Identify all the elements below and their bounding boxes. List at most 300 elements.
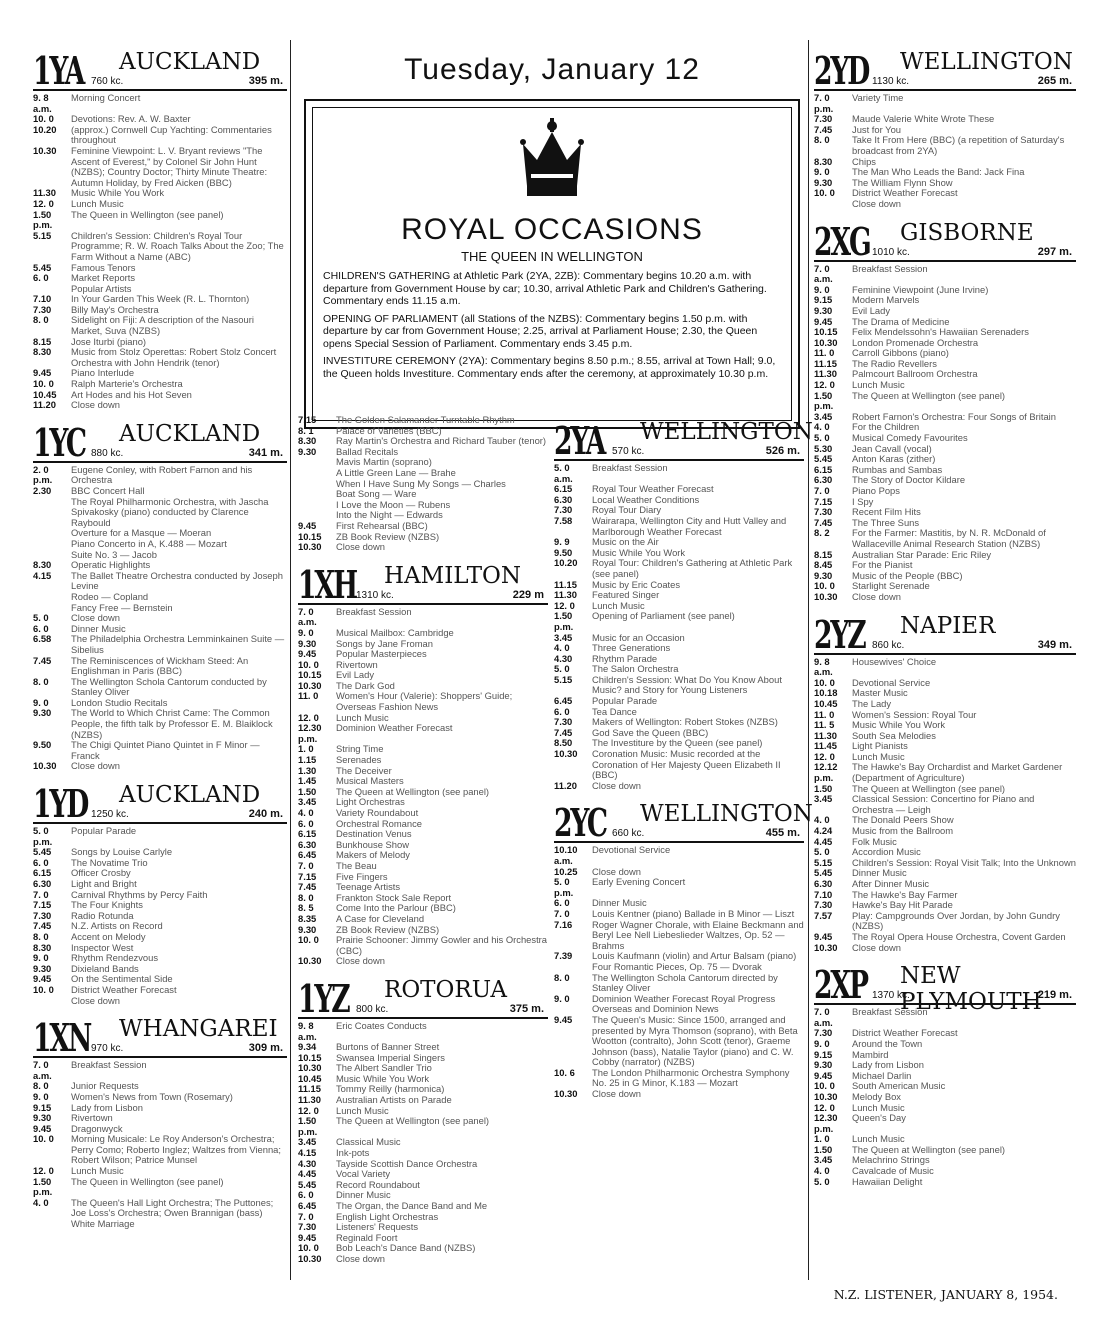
station-wavelength: 375 m. [509, 1002, 544, 1015]
programme-time: 10.30 [814, 941, 838, 953]
station-call-sign: 1YC [33, 419, 85, 465]
programme-title: Vocal Variety [336, 1168, 391, 1180]
programme-title: Robert Farnon's Orchestra: Four Songs of Britain [852, 410, 1056, 422]
right-column [814, 45, 1076, 1193]
programme-item [554, 463, 804, 484]
programme-time [33, 528, 67, 539]
programme-title: Melody Box [852, 1090, 901, 1102]
programme-title: Piano Concerto in A, K.488 — Mozart [71, 537, 227, 549]
programme-time: 12.30 p.m. [298, 722, 322, 744]
programme-time: 12. 0 [814, 750, 835, 762]
station-call-sign: 2YC [554, 800, 606, 846]
center-column [298, 45, 813, 1292]
station-city: WELLINGTON [640, 419, 813, 445]
station-frequency: 860 kc. [872, 639, 905, 651]
programme-list [33, 465, 287, 772]
programme-item [298, 956, 548, 967]
station-header [554, 797, 813, 846]
programme-item [33, 315, 287, 336]
programme-item [33, 634, 287, 655]
programme-item [554, 675, 804, 696]
programme-title: Melachrino Strings [852, 1154, 930, 1166]
station-frequency: 880 kc. [91, 447, 124, 459]
station-city: AUCKLAND [119, 49, 261, 75]
station-wavelength: 240 m. [248, 808, 283, 821]
programme-title: Musical Comedy Favourites [852, 432, 968, 444]
programme-title: Royal Tour Weather Forecast [592, 483, 714, 495]
programme-title: A Little Green Lane — Brahe [336, 466, 456, 478]
programme-time: 11.20 [554, 779, 577, 791]
programme-time: 9.30 [814, 569, 833, 581]
programme-title: Breakfast Session [592, 462, 668, 473]
programme-title: The Hawke's Bay Orchardist and Market Gardener (Department of Agriculture) [852, 761, 1063, 784]
programme-item [33, 932, 287, 943]
programme-title: The Albert Sandler Trio [336, 1062, 432, 1074]
programme-list [814, 264, 1076, 603]
programme-title: The Queen at Wellington (see panel) [336, 1115, 490, 1127]
programme-item [33, 761, 287, 772]
column-rule [808, 40, 809, 1280]
programme-item [298, 1116, 548, 1137]
programme-item [814, 264, 1076, 285]
programme-title: The Wellington Schola Cantorum directed by Stanley Oliver [592, 971, 778, 994]
programme-title: Lunch Music [336, 711, 389, 723]
royal-paragraph: OPENING OF PARLIAMENT (all Stations of the NZBS): Commentary begins 1.50 p.m. with departure by car from Government House; 2.25, arrival at Parliament House; 2.30, the Queen opens Special Session of Parliament. Commentary ends 3.45 p.m. [323, 312, 758, 350]
programme-title: Local Weather Conditions [592, 493, 700, 505]
station-wavelength: 455 m. [765, 827, 800, 840]
station-city: AUCKLAND [119, 782, 261, 809]
programme-title: Songs by Louise Carlyle [71, 846, 173, 858]
station-2yz [814, 609, 1076, 954]
programme-time: 10.30 [814, 336, 838, 348]
programme-time [33, 996, 67, 1007]
programme-time: 6.30 [814, 474, 833, 486]
programme-time [33, 497, 67, 529]
programme-title: The Reminiscences of Wickham Steed: An Englishman in Paris (BBC) [71, 654, 249, 677]
station-frequency: 660 kc. [612, 828, 645, 840]
programme-time: 7. 0 a.m. [814, 1006, 833, 1028]
programme-time: 12. 0 [814, 379, 835, 391]
programme-time [33, 539, 67, 550]
programme-title: The Royal Philharmonic Orchestra, with Jascha Spivakosky (piano) conducted by Clarence Raybould [71, 495, 269, 528]
programme-item [33, 146, 287, 188]
programme-item [554, 951, 804, 972]
programme-title: Famous Tenors [71, 261, 136, 273]
programme-time: 10.15 [298, 669, 322, 681]
programme-time: 7. 0 [554, 907, 570, 919]
programme-title: Close down [852, 197, 901, 209]
programme-time: 9.45 [33, 973, 52, 985]
programme-time: 8. 0 [33, 1080, 49, 1092]
programme-time: 7.15 [298, 414, 317, 425]
station-call-sign: 1YA [33, 48, 84, 93]
programme-time: 8. 0 [33, 314, 49, 326]
programme-time: 5. 0 [814, 432, 830, 444]
programme-title: Devotions: Rev. A. W. Baxter [71, 113, 191, 125]
royal-paragraph: CHILDREN'S GATHERING at Athletic Park (2YA, 2ZB): Commentary begins 10.20 a.m. with departure from Government House by car; 10.30, arrival Athletic Park and Children's Gathering. Commentary ends 11.15 a.m. [323, 270, 767, 307]
programme-item [33, 1092, 287, 1103]
programme-item [554, 749, 804, 781]
programme-title: South Sea Melodies [852, 729, 936, 741]
station-header [298, 973, 548, 1019]
programme-title: District Weather Forecast [71, 983, 177, 995]
programme-time: 7.45 [554, 726, 573, 738]
programme-title: Australian Artists on Parade [336, 1094, 452, 1106]
programme-item [814, 199, 1076, 210]
programme-time: 9. 0 [814, 166, 830, 178]
programme-item [33, 571, 287, 592]
programme-time [298, 479, 332, 490]
programme-time: 5.45 [814, 453, 833, 465]
programme-time: 8. 0 [554, 971, 570, 983]
programme-title: Piano Interlude [71, 367, 135, 379]
programme-title: The Donald Peers Show [852, 814, 954, 826]
programme-item [33, 996, 287, 1007]
programme-title: Palmcourt Ballroom Orchestra [852, 368, 978, 380]
programme-title: ZB Book Review (NZBS) [336, 923, 440, 935]
station-frequency: 970 kc. [91, 1043, 124, 1055]
programme-title: Wairarapa, Wellington City and Hutt Valley and Marlborough Weather Forecast [592, 514, 787, 537]
programme-title: Modern Marvels [852, 294, 920, 306]
programme-time: 4. 0 [554, 642, 570, 654]
programme-time: 10.15 [298, 530, 322, 542]
programme-title: Louis Kaufmann (violin) and Artur Balsam (piano) Four Romantic Pieces, Op. 75 — Dvorak [592, 950, 797, 972]
programme-time: 10.25 [554, 865, 578, 877]
programme-title: Around the Town [852, 1037, 923, 1049]
station-call-sign: 1XN [33, 1015, 91, 1061]
programme-title: Music While You Work [852, 719, 946, 731]
station-call-sign: 2YA [554, 418, 605, 463]
programme-time: 4. 0 [814, 421, 830, 433]
programme-time: 6. 0 [298, 1189, 314, 1201]
programme-title: Serenades [336, 754, 382, 766]
programme-time: 10.15 [298, 1051, 322, 1063]
programme-time: 10. 0 [33, 378, 54, 390]
programme-time: 10.30 [298, 679, 322, 691]
programme-time: 6.15 [814, 463, 833, 475]
station-1yz [298, 973, 548, 1265]
programme-time: 7.45 [814, 516, 833, 528]
programme-item [298, 468, 548, 479]
programme-time: 6.30 [814, 878, 833, 889]
programme-title: Hawaiian Delight [852, 1175, 923, 1187]
programme-time: 7.45 [33, 654, 52, 666]
programme-time: 1.50 p.m. [33, 208, 53, 231]
programme-time: 7. 0 [298, 859, 314, 871]
programme-item [33, 347, 287, 368]
programme-time: 6.30 [33, 878, 52, 889]
programme-title: Lunch Music [852, 750, 905, 762]
station-1ya [33, 45, 287, 411]
programme-title: Dinner Music [71, 622, 126, 634]
programme-title: Mavis Martin (soprano) [336, 456, 432, 468]
programme-item [33, 125, 287, 146]
programme-list [298, 607, 548, 967]
programme-title: Radio Rotunda [71, 909, 134, 921]
programme-title: The Hawke's Bay Farmer [852, 888, 958, 900]
programme-title: Lunch Music [71, 197, 124, 209]
programme-time: 6.15 [33, 867, 52, 879]
programme-time: 9.30 [298, 637, 317, 649]
station-call-sign: 2YD [814, 48, 869, 93]
programme-title: ZB Book Review (NZBS) [336, 530, 440, 542]
programme-time: 10. 0 [814, 580, 835, 592]
programme-time: 8. 5 [298, 902, 314, 914]
programme-time: 10.45 [814, 697, 838, 709]
programme-time: 9.15 [814, 1048, 833, 1060]
programme-title: Listeners' Requests [336, 1221, 419, 1233]
programme-time: 12.30 p.m. [814, 1112, 838, 1134]
programme-item [298, 415, 548, 426]
programme-time: 10.45 [33, 388, 57, 400]
programme-time: 11.30 [814, 729, 837, 741]
programme-title: For the Farmer: Mastitis, by N. R. McDonald of Wallaceville Animal Research Station (NZBS) [852, 527, 1046, 549]
programme-time: 9.15 [814, 294, 833, 306]
programme-title: Dinner Music [592, 897, 647, 909]
programme-title: The Investiture by the Queen (see panel) [592, 737, 763, 749]
programme-time [298, 457, 332, 468]
royal-subtitle: THE QUEEN IN WELLINGTON [461, 249, 643, 264]
programme-item [33, 656, 287, 677]
programme-title: Five Fingers [336, 870, 388, 882]
station-frequency: 800 kc. [356, 1003, 389, 1015]
programme-time: 8. 2 [814, 527, 830, 539]
programme-item [554, 516, 804, 537]
programme-item [33, 1219, 287, 1230]
programme-time: 10.10 a.m. [554, 844, 578, 866]
station-frequency: 1370 kc. [872, 990, 910, 1002]
programme-title: Dominion Weather Forecast Royal Progress Overseas and Dominion News [592, 992, 776, 1015]
programme-time: 6. 0 [33, 622, 49, 634]
programme-title: Dragonwyck [71, 1122, 123, 1134]
programme-title: Variety Time [852, 92, 904, 103]
programme-item [554, 909, 804, 920]
station-wavelength: 265 m. [1037, 75, 1072, 87]
programme-time: 11.45 [814, 740, 837, 752]
programme-time: 10. 0 [33, 113, 54, 125]
programme-item [554, 973, 804, 994]
programme-title: Children's Session: What Do You Know About Music? and Story for Young Listeners [592, 673, 782, 696]
programme-time: 5. 0 p.m. [554, 876, 574, 898]
programme-title: Morning Concert [71, 92, 141, 103]
programme-time: 7.10 [814, 888, 833, 900]
station-call-sign: 1YZ [298, 975, 349, 1021]
programme-title: Hawke's Bay Hit Parade [852, 899, 953, 911]
programme-time: 11. 0 [814, 708, 835, 720]
programme-title: Close down [592, 1088, 641, 1100]
programme-time: 9.45 [814, 930, 833, 942]
station-city: WHANGAREI [119, 1016, 278, 1043]
programme-time: 9. 0 [298, 626, 314, 638]
programme-title: Popular Artists [71, 282, 132, 294]
programme-title: London Promenade Orchestra [852, 336, 979, 348]
programme-time: 1.50 [298, 785, 317, 797]
programme-title: Lunch Music [336, 1104, 389, 1116]
programme-time: 9. 0 [814, 283, 830, 295]
programme-title: The Story of Doctor Kildare [852, 474, 966, 486]
programme-item [814, 762, 1076, 783]
programme-list [554, 463, 804, 791]
programme-list [814, 93, 1076, 210]
programme-time: 7.16 [554, 918, 573, 930]
programme-title: Boat Song — Ware [336, 488, 417, 500]
programme-title: In Your Garden This Week (R. L. Thornton) [71, 293, 250, 305]
programme-time: 4.15 [298, 1147, 317, 1159]
programme-time: 10.20 [33, 123, 57, 135]
programme-time: 1.50 p.m. [33, 1175, 53, 1198]
programme-time: 11.30 [814, 368, 837, 380]
programme-time: 9.34 [298, 1041, 317, 1053]
programme-time: 8.15 [33, 335, 52, 347]
station-call-sign: 2YZ [814, 611, 865, 657]
programme-list [814, 1007, 1076, 1187]
programme-time: 9. 8 a.m. [33, 92, 52, 114]
programme-time: 1.15 [298, 754, 317, 766]
center-left-subcolumn [298, 415, 548, 1271]
station-call-sign: 1YD [33, 781, 88, 827]
programme-item [814, 306, 1076, 317]
programme-item [554, 611, 804, 632]
programme-title: Overture for a Masque — Moeran [71, 527, 212, 539]
programme-title: Chips [852, 155, 876, 167]
programme-time: 4. 0 [814, 1165, 830, 1177]
programme-time [33, 592, 67, 603]
programme-title: Billy May's Orchestra [71, 303, 159, 315]
programme-item [554, 877, 804, 898]
programme-time: 8.35 [298, 912, 317, 924]
programme-time: 9.15 [33, 1101, 52, 1113]
programme-time: 7. 0 [33, 888, 49, 900]
programme-title: Master Music [852, 687, 908, 699]
programme-title: Ray Martin's Orchestra and Richard Tauber (tenor) [336, 435, 547, 447]
programme-item [33, 740, 287, 761]
programme-title: Art Hodes and his Hot Seven [71, 388, 192, 400]
programme-title: Anton Karas (zither) [852, 453, 936, 465]
programme-time: 5. 0 [554, 663, 570, 675]
programme-title: Dominion Weather Forecast [336, 722, 453, 734]
programme-time: 9.45 [298, 519, 317, 531]
programme-title: Music by Eric Coates [592, 578, 681, 590]
programme-time: 6.58 [33, 633, 52, 645]
programme-time: 7. 0 [814, 485, 830, 496]
programme-item [298, 861, 548, 872]
programme-title: The Ballet Theatre Orchestra conducted by Joseph Levine [71, 569, 283, 592]
programme-time: 5.30 [814, 442, 833, 454]
programme-time: 6. 0 [33, 272, 49, 284]
programme-title: Record Roundabout [336, 1178, 420, 1190]
programme-time: 10. 0 [298, 934, 319, 946]
programme-item [814, 794, 1076, 815]
footer-credit: N.Z. LISTENER, JANUARY 8, 1954. [833, 1287, 1058, 1302]
programme-item [33, 400, 287, 411]
station-city: GISBORNE [900, 219, 1034, 246]
programme-title: Roger Wagner Chorale, with Elaine Beckmann and Beryl Lee Nell Liebeslieder Waltzes, Op. 52 — Brahms [592, 918, 804, 951]
programme-title: Light Pianists [852, 740, 908, 752]
programme-title: The Royal Opera House Orchestra, Covent Garden [852, 930, 1066, 942]
programme-item [33, 210, 287, 231]
programme-time [298, 500, 332, 511]
programme-title: Children's Session: Children's Royal Tour Programme; R. W. Roach Talks About the Zoo; The Farm Without a Name (ABC) [71, 229, 284, 262]
programme-title: Light and Bright [71, 878, 137, 889]
programme-title: The Wellington Schola Cantorum conducted by Stanley Oliver [71, 675, 267, 698]
programme-item [33, 539, 287, 550]
programme-title: Makers of Wellington: Robert Stokes (NZBS) [592, 716, 778, 728]
programme-time: 8.50 [554, 737, 573, 749]
programme-title: Close down [71, 760, 120, 772]
programme-time: 12. 0 [814, 1101, 835, 1113]
programme-time: 9. 0 [33, 1090, 49, 1102]
programme-title: Music of the People (BBC) [852, 569, 963, 581]
programme-time: 5.45 [298, 1178, 317, 1190]
programme-time: 12. 0 [554, 599, 575, 611]
station-2ya [554, 415, 813, 791]
programme-title: Tayside Scottish Dance Orchestra [336, 1157, 478, 1169]
programme-time: 9.50 [33, 739, 52, 751]
royal-title: ROYAL OCCASIONS [401, 213, 703, 246]
programme-title: Light Orchestras [336, 796, 405, 808]
programme-title: Lunch Music [852, 1101, 905, 1113]
programme-title: Mambird [852, 1048, 889, 1060]
programme-time: 10. 0 [298, 658, 319, 670]
programme-title: Destination Venus [336, 828, 412, 840]
programme-item [554, 994, 804, 1015]
programme-item [814, 657, 1076, 678]
programme-time: 4.24 [814, 825, 833, 837]
programme-item [814, 592, 1076, 603]
programme-time: 12. 0 [33, 197, 54, 209]
programme-title: Tea Dance [592, 705, 637, 717]
programme-title: Into the Night — Edwards [336, 509, 443, 521]
programme-time: 11.30 [554, 589, 577, 601]
programme-time: 4. 0 [814, 814, 830, 826]
programme-item [814, 486, 1076, 497]
station-header [814, 45, 1076, 91]
programme-time: 6.30 [554, 493, 573, 505]
station-wavelength: 349 m. [1037, 638, 1072, 651]
programme-title: Evil Lady [852, 304, 891, 316]
programme-title: For the Children [852, 421, 920, 433]
programme-time: 10.30 [554, 748, 578, 760]
programme-time: 3.45 [554, 631, 573, 643]
programme-item [814, 932, 1076, 943]
programme-title: Dixieland Bands [71, 962, 139, 974]
programme-item [554, 1015, 804, 1068]
programme-time: 9.30 [33, 962, 52, 974]
page-title: Tuesday, January 12 [404, 53, 700, 86]
programme-time: 9.45 [814, 315, 833, 327]
station-wavelength: 309 m. [248, 1042, 283, 1055]
programme-time: 7.30 [298, 1221, 317, 1233]
programme-title: South American Music [852, 1080, 946, 1092]
programme-time: 10. 0 [814, 187, 835, 199]
programme-time: 1. 0 [814, 1133, 830, 1145]
programme-title: Swansea Imperial Singers [336, 1051, 445, 1063]
station-header [33, 778, 287, 827]
programme-time [298, 489, 332, 500]
station-city: HAMILTON [384, 562, 522, 589]
programme-title: Carnival Rhythms by Percy Faith [71, 888, 208, 900]
programme-title: Close down [336, 541, 385, 553]
station-city: WELLINGTON [640, 801, 813, 828]
station-wavelength: 219 m. [1037, 989, 1072, 1002]
programme-title: Music from Stolz Operettas: Robert Stolz Concert Orchestra with John Hendrik (tenor) [71, 346, 277, 368]
programme-title: Recent Film Hits [852, 506, 921, 518]
programme-time: 4.45 [814, 835, 833, 847]
programme-title: The Queen in Wellington (see panel) [71, 1175, 224, 1187]
programme-time: 6. 0 [554, 705, 570, 717]
programme-title: The Three Suns [852, 516, 920, 528]
programme-time: 7.30 [554, 716, 573, 728]
